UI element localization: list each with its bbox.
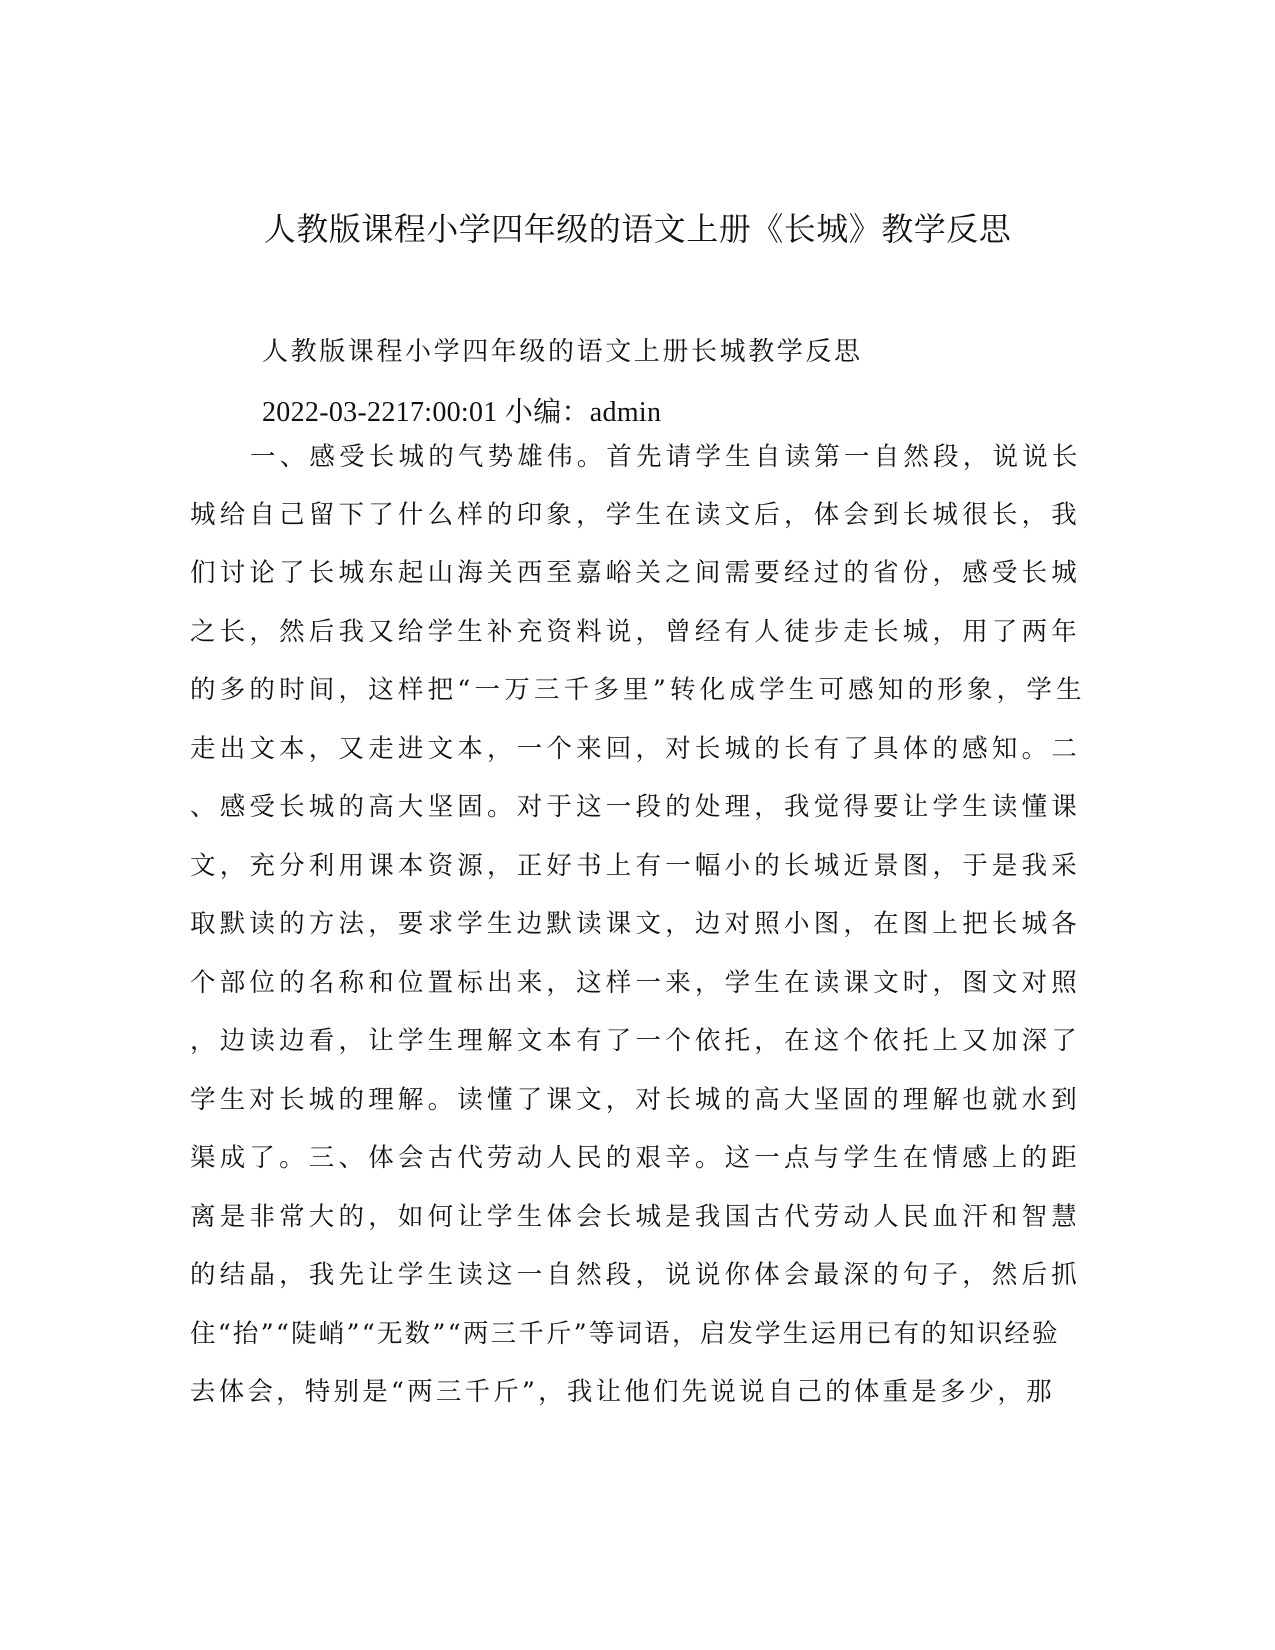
body-line: 学生对长城的理解。读懂了课文，对长城的高大坚固的理解也就水到 — [190, 1085, 1082, 1115]
body-line: 取默读的方法，要求学生边默读课文，边对照小图，在图上把长城各 — [190, 909, 1082, 939]
body-line: 城给自己留下了什么样的印象，学生在读文后，体会到长城很长，我 — [190, 500, 1082, 530]
body-line: 离是非常大的，如何让学生体会长城是我国古代劳动人民血汗和智慧 — [190, 1202, 1082, 1232]
body-line: 之长，然后我又给学生补充资料说，曾经有人徒步走长城，用了两年 — [190, 617, 1082, 647]
body-line: 的多的时间，这样把“一万三千多里”转化成学生可感知的形象，学生 — [190, 675, 1086, 705]
document-subtitle: 人教版课程小学四年级的语文上册长城教学反思 — [262, 337, 863, 367]
body-line: 一、感受长城的气势雄伟。首先请学生自读第一自然段，说说长 — [250, 442, 1082, 472]
body-line: 个部位的名称和位置标出来，这样一来，学生在读课文时，图文对照 — [190, 968, 1082, 998]
body-line: 、感受长城的高大坚固。对于这一段的处理，我觉得要让学生读懂课 — [190, 792, 1082, 822]
body-line: 的结晶，我先让学生读这一自然段，说说你体会最深的句子，然后抓 — [190, 1260, 1082, 1290]
body-line: 们讨论了长城东起山海关西至嘉峪关之间需要经过的省份，感受长城 — [190, 558, 1082, 588]
body-line: 文，充分利用课本资源，正好书上有一幅小的长城近景图，于是我采 — [190, 851, 1082, 881]
body-line: 去体会，特别是“两三千斤”，我让他们先说说自己的体重是多少，那 — [190, 1377, 1055, 1407]
publish-meta: 2022-03-2217:00:01 小编：admin — [262, 397, 662, 428]
body-line: 走出文本，又走进文本，一个来回，对长城的长有了具体的感知。二 — [190, 734, 1082, 764]
document-title: 人教版课程小学四年级的语文上册《长城》教学反思 — [263, 210, 1012, 248]
body-line: ，边读边看，让学生理解文本有了一个依托，在这个依托上又加深了 — [190, 1026, 1082, 1056]
body-line: 渠成了。三、体会古代劳动人民的艰辛。这一点与学生在情感上的距 — [190, 1143, 1082, 1173]
body-line: 住“抬”“陡峭”“无数”“两三千斤”等词语，启发学生运用已有的知识经验 — [190, 1319, 1060, 1349]
